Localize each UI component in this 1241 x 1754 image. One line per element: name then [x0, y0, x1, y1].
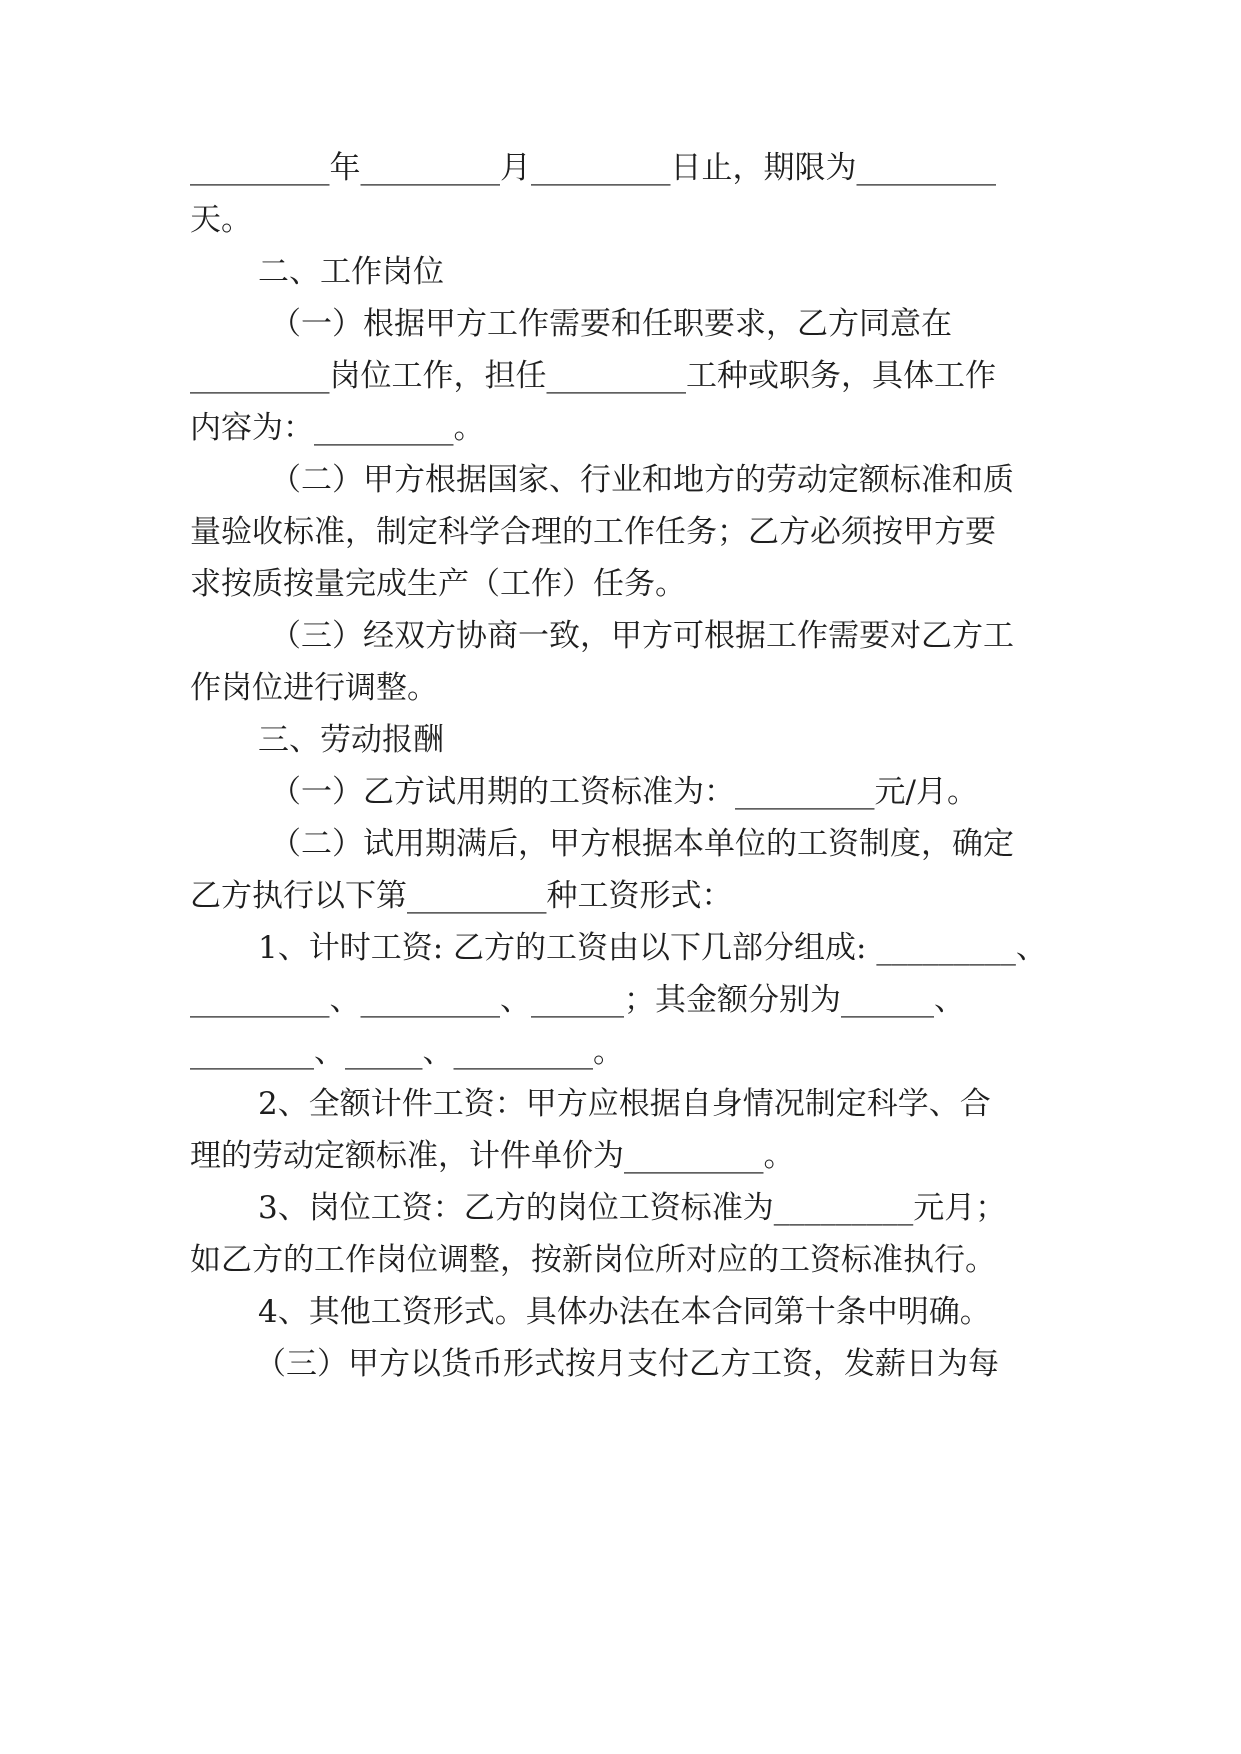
section-heading: 三、劳动报酬 [258, 722, 444, 758]
text-line: _________、_________、______；其金额分别为______、 [190, 982, 965, 1018]
text-line: 量验收标准，制定科学合理的工作任务；乙方必须按甲方要 [190, 514, 996, 550]
text-line: （一）根据甲方工作需要和任职要求，乙方同意在 [270, 306, 952, 342]
text-line: 4、其他工资形式。具体办法在本合同第十条中明确。 [258, 1294, 991, 1330]
text-line: 如乙方的工作岗位调整，按新岗位所对应的工资标准执行。 [190, 1242, 996, 1278]
text-line: （二）甲方根据国家、行业和地方的劳动定额标准和质 [270, 462, 1014, 498]
text-line: （二）试用期满后，甲方根据本单位的工资制度，确定 [270, 826, 1014, 862]
text-line: 1、计时工资: 乙方的工资由以下几部分组成: _________、 [258, 930, 1047, 966]
text-line: _________岗位工作，担任_________工种或职务，具体工作 [190, 358, 996, 394]
text-line: 求按质按量完成生产（工作）任务。 [190, 566, 686, 602]
text-line: 作岗位进行调整。 [190, 670, 438, 706]
text-line: 天。 [190, 202, 252, 238]
text-line: （三）甲方以货币形式按月支付乙方工资，发薪日为每 [255, 1346, 999, 1382]
text-line: （三）经双方协商一致，甲方可根据工作需要对乙方工 [270, 618, 1014, 654]
text-line: ________、_____、_________。 [190, 1034, 624, 1070]
text-line: 3、岗位工资：乙方的岗位工资标准为_________元月； [258, 1190, 1007, 1226]
text-line: 乙方执行以下第_________种工资形式： [190, 878, 733, 914]
text-line: 2、全额计件工资：甲方应根据自身情况制定科学、合 [258, 1086, 991, 1122]
text-line: （一）乙方试用期的工资标准为：_________元/月。 [270, 774, 978, 810]
text-line: 理的劳动定额标准，计件单价为_________。 [190, 1138, 795, 1174]
text-line: _________年_________月_________日止，期限为_________ [190, 150, 996, 186]
text-line: 内容为：_________。 [190, 410, 485, 446]
section-heading: 二、工作岗位 [258, 254, 444, 290]
